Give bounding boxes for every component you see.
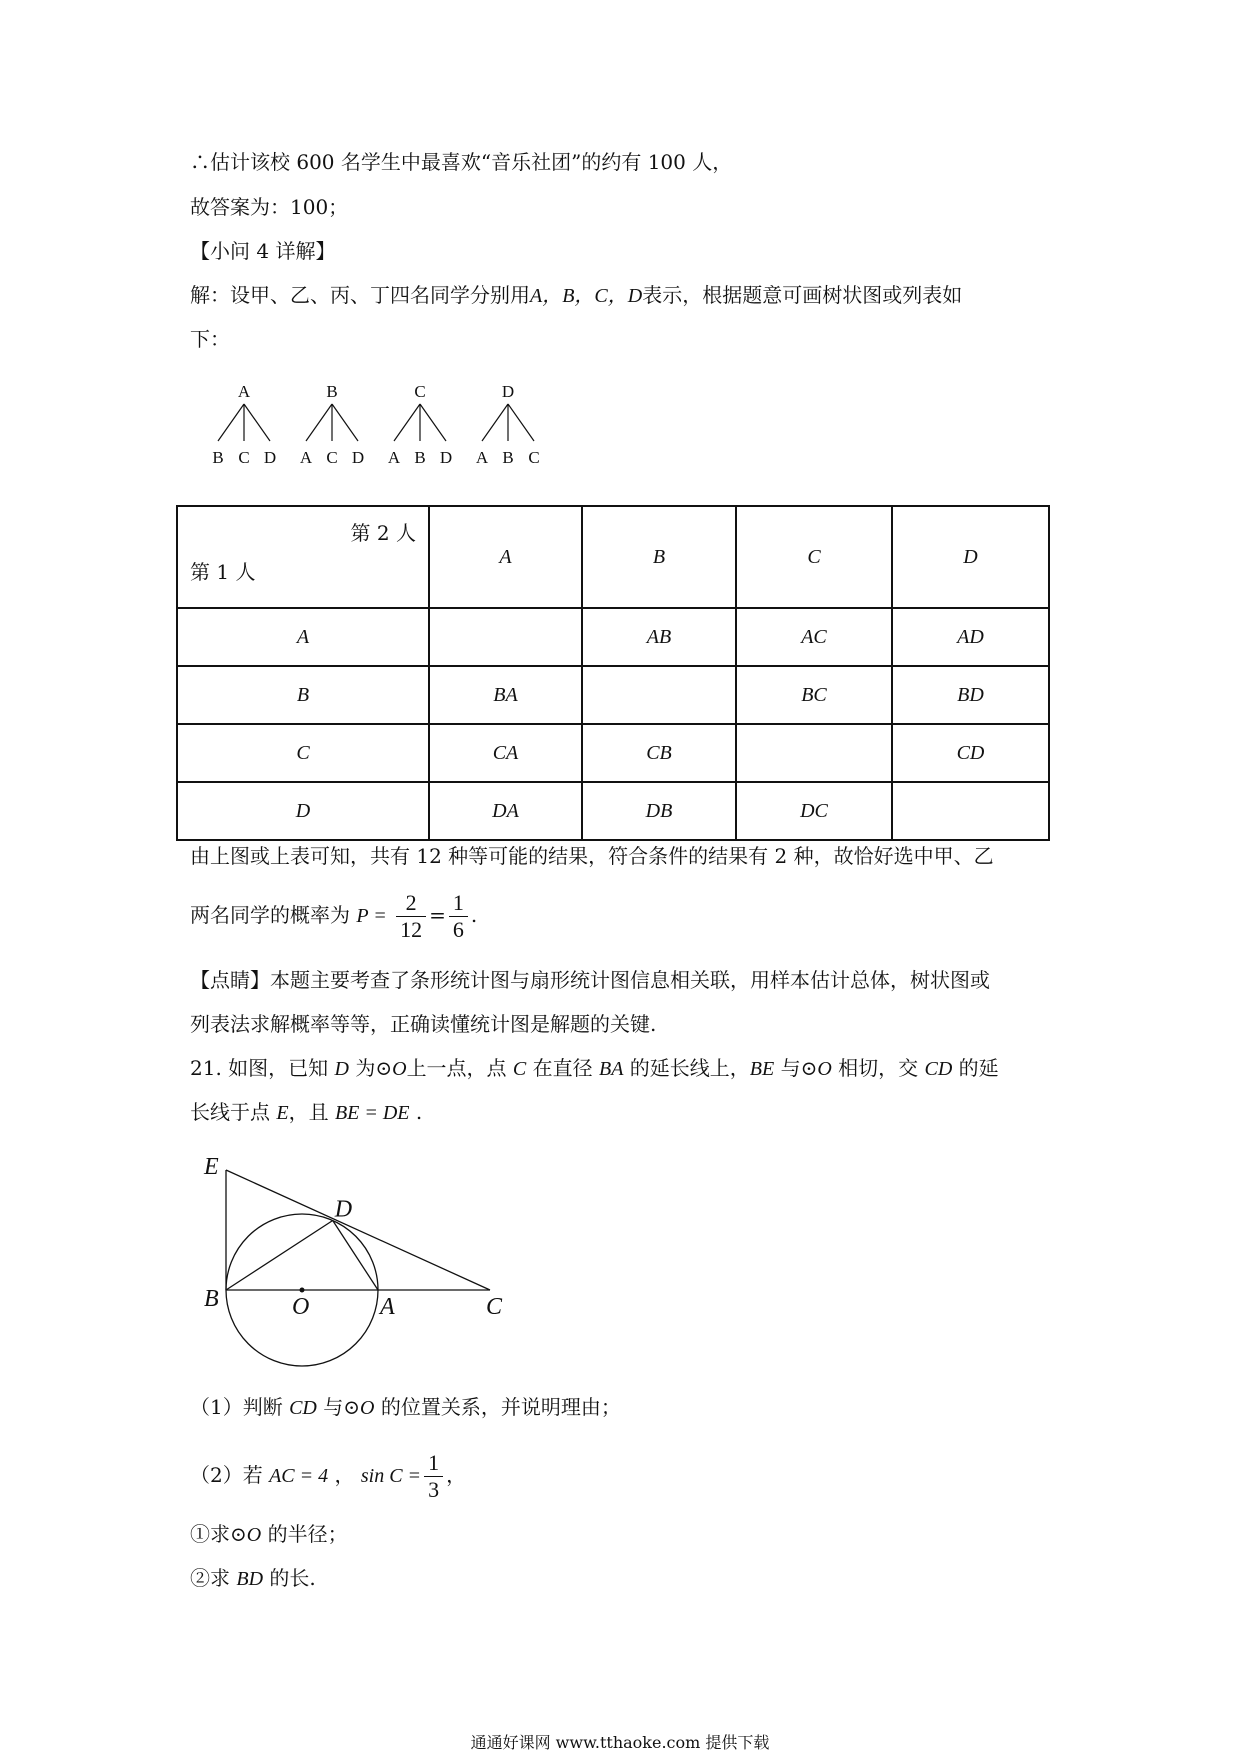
point-label-e: E xyxy=(204,1154,219,1180)
table-column-header: D xyxy=(892,506,1049,608)
point-label-b: B xyxy=(204,1286,219,1312)
tree-branch xyxy=(420,404,446,441)
footer: 通通好课网 www.tthaoke.com 提供下载 xyxy=(470,1733,770,1752)
tree-leaf-label: B xyxy=(502,448,514,467)
table-row xyxy=(177,782,1049,840)
tree-leaf-label: D xyxy=(351,448,365,467)
text-line: 列表法求解概率等等，正确读懂统计图是解题的关键. xyxy=(190,1012,657,1036)
tree-root-label: A xyxy=(237,382,251,401)
point-label-a: A xyxy=(380,1294,395,1320)
tree-branch xyxy=(244,404,270,441)
point-label-d: D xyxy=(334,1196,353,1223)
tree-branch xyxy=(218,404,244,441)
segment-da xyxy=(333,1220,378,1290)
table-cell xyxy=(429,608,582,666)
tree-branch xyxy=(482,404,508,441)
table-cell: BC xyxy=(736,666,892,724)
question-1: （1）判断 CD 与⊙O 的位置关系，并说明理由； xyxy=(190,1395,621,1419)
table-cell: CB xyxy=(582,724,736,782)
tree-leaf-label: A xyxy=(387,448,401,467)
tree-root-label: D xyxy=(501,382,515,401)
table-row xyxy=(177,666,1049,724)
section-heading: 【小问 4 详解】 xyxy=(190,239,336,263)
table-cell: DB xyxy=(582,782,736,840)
tree-leaf-label: B xyxy=(414,448,426,467)
table-row-header: A xyxy=(177,608,429,666)
question-2-part-1: ①求⊙O 的半径； xyxy=(190,1522,348,1546)
tree-branch xyxy=(306,404,332,441)
text-line: 【点睛】本题主要考查了条形统计图与扇形统计图信息相关联，用样本估计总体，树状图或 xyxy=(190,968,990,992)
tree-leaf-label: B xyxy=(212,448,224,467)
geometry-figure xyxy=(190,1140,520,1370)
table-cell: AC xyxy=(736,608,892,666)
table-corner-cell: 第 2 人 第 1 人 xyxy=(177,506,429,608)
center-point xyxy=(300,1288,305,1293)
table-column-header: B xyxy=(582,506,736,608)
point-label-c: C xyxy=(486,1294,503,1320)
table-row-header: B xyxy=(177,666,429,724)
table-cell: DA xyxy=(429,782,582,840)
table-cell xyxy=(582,666,736,724)
segment-bd xyxy=(226,1220,333,1290)
segment-ec xyxy=(226,1170,490,1290)
text-line: 下： xyxy=(190,327,230,351)
probability-table xyxy=(176,505,1050,841)
table-row xyxy=(177,724,1049,782)
fraction: $\frac{1}{6}$ xyxy=(449,890,468,943)
table-cell: BA xyxy=(429,666,582,724)
tree-leaf-label: D xyxy=(263,448,277,467)
probability-line: 两名同学的概率为 P = $\frac{2}{12}$ = $\frac{1}{6}$ . xyxy=(190,890,478,942)
text-line: 解：设甲、乙、丙、丁四名同学分别用A，B，C，D表示，根据题意可画树状图或列表如 xyxy=(190,283,963,307)
question-2-part-2: ②求 BD 的长. xyxy=(190,1566,316,1590)
fraction: $\frac{2}{12}$ xyxy=(396,890,426,943)
text-line: 由上图或上表可知，共有 12 种等可能的结果，符合条件的结果有 2 种，故恰好选中甲、乙 xyxy=(190,844,994,868)
tree-leaf-label: C xyxy=(238,448,250,467)
table-cell: BD xyxy=(892,666,1049,724)
point-label-o: O xyxy=(292,1294,310,1320)
fraction: $\frac{1}{3}$ xyxy=(424,1450,443,1503)
table-cell: AB xyxy=(582,608,736,666)
table-row-header: D xyxy=(177,782,429,840)
tree-root-label: C xyxy=(414,382,426,401)
tree-branch xyxy=(394,404,420,441)
table-row-header: C xyxy=(177,724,429,782)
question-2: （2）若 AC = 4 ， sin C = $\frac{1}{3}$ ， xyxy=(190,1450,467,1502)
tree-diagram xyxy=(200,380,540,470)
tree-leaf-label: A xyxy=(475,448,489,467)
table-cell xyxy=(736,724,892,782)
table-cell: CD xyxy=(892,724,1049,782)
problem-statement: 长线于点 E，且 BE = DE . xyxy=(190,1100,423,1124)
text-line: ∴估计该校 600 名学生中最喜欢“音乐社团”的约有 100 人， xyxy=(190,150,733,174)
tree-branch xyxy=(332,404,358,441)
tree-leaf-label: C xyxy=(326,448,338,467)
table-cell xyxy=(892,782,1049,840)
text-line: 故答案为：100； xyxy=(190,195,349,219)
tree-root-label: B xyxy=(326,382,338,401)
table-column-header: A xyxy=(429,506,582,608)
tree-leaf-label: A xyxy=(299,448,313,467)
table-cell: CA xyxy=(429,724,582,782)
table-cell: AD xyxy=(892,608,1049,666)
tree-branch xyxy=(508,404,534,441)
problem-statement: 21. 如图，已知 D 为⊙O上一点，点 C 在直径 BA 的延长线上，BE 与⊙O 相切，交 CD 的延 xyxy=(190,1056,999,1080)
table-cell: DC xyxy=(736,782,892,840)
table-column-header: C xyxy=(736,506,892,608)
tree-leaf-label: C xyxy=(528,448,540,467)
table-row xyxy=(177,608,1049,666)
tree-leaf-label: D xyxy=(439,448,453,467)
